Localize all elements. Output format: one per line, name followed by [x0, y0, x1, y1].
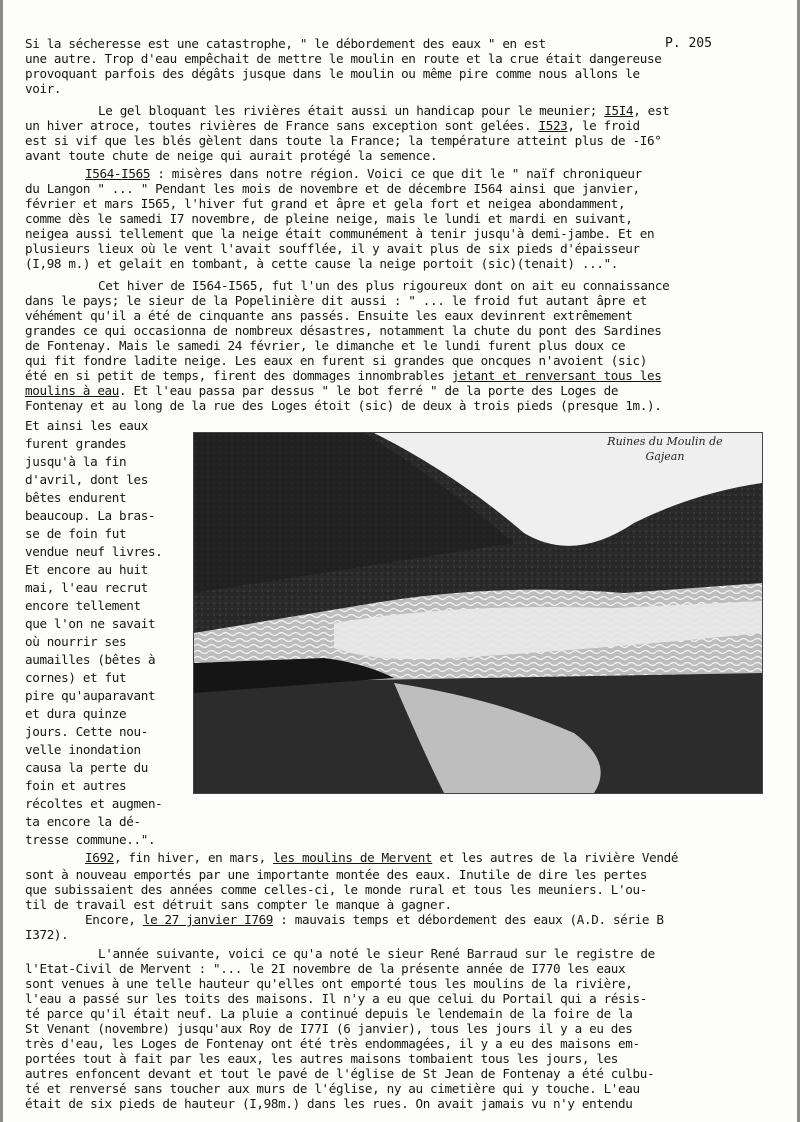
text-line	[25, 867, 647, 882]
text-line	[25, 1051, 618, 1066]
text-span: était de six pieds de hauteur (I,98m.) dans les rues. On avait jamais vu n'y entendu	[25, 1096, 633, 1111]
text-span: , le froid	[567, 118, 640, 133]
text-line	[25, 652, 155, 667]
text-span: I372).	[25, 927, 69, 942]
text-line	[25, 706, 126, 721]
text-span: plusieurs lieux où le vent l'avait soufflée, il y avait plus de six pieds d'épaisseur	[25, 241, 640, 256]
text-span: que subissaient des années comme celles-ci, le monde rural et tous les meuniers. L'ou-	[25, 882, 647, 897]
text-line	[25, 1096, 633, 1111]
text-line	[25, 133, 661, 148]
underlined-phrase: I692	[85, 850, 114, 865]
text-span: Et encore au huit	[25, 562, 148, 577]
text-span: février et mars I565, l'hiver fut grand et âpre et gela fort et neigea abondamment,	[25, 196, 626, 211]
text-line	[25, 526, 126, 541]
text-line	[25, 148, 437, 163]
text-line	[25, 81, 61, 96]
text-line	[25, 418, 148, 433]
text-span: où nourrir ses	[25, 634, 127, 649]
text-line	[25, 670, 126, 685]
text-span: til de travail est détruit sans compter le manque à gagner.	[25, 897, 452, 912]
text-span: , est	[633, 103, 670, 118]
text-span: et les autres de la rivière Vendé	[432, 850, 679, 865]
text-span: de Fontenay. Mais le samedi 24 février, le dimanche et le lundi furent plus doux ce	[25, 338, 626, 353]
text-line	[25, 66, 640, 81]
text-span: provoquant parfois des dégâts jusque dans le moulin ou même pire comme nous allons le	[25, 66, 640, 81]
underlined-phrase: jetant et renversant tous les	[451, 368, 662, 383]
text-span: : misères dans notre région. Voici ce que dit le " naïf chroniqueur	[150, 166, 642, 181]
text-line	[25, 211, 633, 226]
text-span: Cet hiver de I564-I565, fut l'un des plus rigoureux dont on ait eu connaissance	[98, 278, 670, 293]
underlined-phrase: I564-I565	[85, 166, 151, 181]
text-span: causa la perte du	[25, 760, 148, 775]
text-span: un hiver atroce, toutes rivières de France sans exception sont gelées.	[25, 118, 539, 133]
text-line	[25, 688, 155, 703]
underlined-phrase: les moulins de Mervent	[273, 850, 433, 865]
text-span: furent grandes	[25, 436, 127, 451]
text-line	[25, 36, 546, 51]
text-span: portées tout à fait par les eaux, les autres maisons tombaient tous les jours, les	[25, 1051, 619, 1066]
text-line	[25, 742, 141, 757]
text-span: (I,98 m.) et gelait en tombant, à cette cause la neige portoit (sic)(tenait) ...".	[25, 256, 619, 271]
text-line	[98, 946, 655, 961]
text-span: , fin hiver, en mars,	[113, 850, 274, 865]
text-line	[85, 912, 664, 927]
text-span: vendue neuf livres.	[25, 544, 163, 559]
text-span: que l'on ne savait	[25, 616, 156, 631]
text-line	[25, 383, 618, 398]
text-span: Fontenay et au long de la rue des Loges étoit (sic) de deux à trois pieds (presque 1m.).	[25, 398, 662, 413]
underlined-phrase: I523	[538, 118, 568, 133]
text-span: L'année suivante, voici ce qu'a noté le sieur René Barraud sur le registre de	[98, 946, 655, 961]
text-line	[25, 814, 141, 829]
text-line	[25, 338, 625, 353]
text-line	[25, 472, 148, 487]
text-span: Encore,	[85, 912, 143, 927]
text-span: l'eau a passé sur les toits des maisons. Il n'y a eu que celui du Portail qui a résis-	[25, 991, 647, 1006]
text-line	[25, 353, 647, 368]
text-line	[25, 508, 155, 523]
text-line	[25, 1066, 654, 1081]
text-span: pire qu'auparavant	[25, 688, 156, 703]
text-span: l'Etat-Civil de Mervent : "... le 2I novembre de la présente année de I770 les eaux	[25, 961, 626, 976]
text-span: se de foin fut	[25, 526, 127, 541]
text-line	[25, 961, 625, 976]
text-span: Et ainsi les eaux	[25, 418, 148, 433]
underlined-phrase: le 27 janvier I769	[142, 912, 274, 927]
text-span: tresse commune..".	[25, 832, 156, 847]
text-line	[25, 832, 155, 847]
text-line	[25, 436, 126, 451]
scan-left-edge	[0, 0, 3, 1122]
text-line	[25, 51, 661, 66]
text-line	[85, 166, 642, 181]
text-span: Si la sécheresse est une catastrophe, " le débordement des eaux " en est	[25, 36, 546, 51]
text-span: sont à nouveau emportés par une importante montée des eaux. Inutile de dire les pertes	[25, 867, 647, 882]
text-line	[25, 454, 126, 469]
text-span: voir.	[25, 81, 62, 96]
text-span: St Venant (novembre) jusqu'aux Roy de I77I (6 janvier), tous les jours il y a eu des	[25, 1021, 633, 1036]
text-line	[25, 308, 633, 323]
text-line	[25, 118, 640, 133]
text-span: beaucoup. La bras-	[25, 508, 156, 523]
text-line	[25, 991, 647, 1006]
text-span: mai, l'eau recrut	[25, 580, 148, 595]
text-span: encore tellement	[25, 598, 141, 613]
text-line	[25, 616, 155, 631]
text-line	[25, 256, 618, 271]
text-span: . Et l'eau passa par dessus " le bot ferré " de la porte des Loges de	[119, 383, 619, 398]
text-line	[25, 293, 647, 308]
text-line	[25, 927, 68, 942]
text-span: cornes) et fut	[25, 670, 127, 685]
text-line	[25, 1081, 640, 1096]
text-line	[25, 976, 633, 991]
text-line	[25, 882, 647, 897]
text-span: Le gel bloquant les rivières était aussi un handicap pour le meunier;	[98, 103, 605, 118]
text-span: neigea aussi tellement que la neige était communément à tenir jusqu'à demi-jambe. Et en	[25, 226, 655, 241]
text-span: récoltes et augmen-	[25, 796, 163, 811]
text-line	[25, 796, 162, 811]
text-span: comme dès le samedi I7 novembre, de pleine neige, mais le lundi et mardi en suivant,	[25, 211, 633, 226]
text-span: sont venues à une telle hauteur qu'elles ont emporté tous les moulins de la rivière,	[25, 976, 633, 991]
text-line	[25, 778, 126, 793]
text-line	[25, 760, 148, 775]
text-line	[25, 398, 661, 413]
photo-caption	[585, 434, 745, 464]
text-line	[25, 634, 126, 649]
text-line	[25, 368, 661, 383]
text-span: avant toute chute de neige qui aurait protégé la semence.	[25, 148, 438, 163]
text-span: aumailles (bêtes à	[25, 652, 156, 667]
text-span: foin et autres	[25, 778, 127, 793]
text-span: té et renversé sans toucher aux murs de l'église, ny au cimetière qui y touche. L'eau	[25, 1081, 640, 1096]
text-span: du Langon " ... " Pendant les mois de novembre et de décembre I564 ainsi que janvier,	[25, 181, 640, 196]
text-line	[25, 897, 452, 912]
text-line	[25, 598, 141, 613]
text-line	[25, 241, 640, 256]
text-line	[25, 1021, 633, 1036]
text-span: est si vif que les blés gèlent dans toute la France; la température atteint plus de -I6°	[25, 133, 662, 148]
text-span: : mauvais temps et débordement des eaux (A.D. série B	[273, 912, 664, 927]
text-span: jusqu'à la fin	[25, 454, 127, 469]
page-number: P. 205	[665, 36, 712, 51]
text-line	[85, 850, 678, 865]
text-span: bêtes endurent	[25, 490, 127, 505]
text-span: d'avril, dont les	[25, 472, 148, 487]
ruins-photo	[193, 432, 763, 794]
text-span: véhément qu'il a été de cinquante ans passés. Ensuite les eaux devinrent extrêmement	[25, 308, 633, 323]
text-span: une autre. Trop d'eau empêchait de mettre le moulin en route et la crue était dangereuse	[25, 51, 662, 66]
text-span: été en si petit de temps, firent des dommages innombrables	[25, 368, 452, 383]
photo-caption-line1: Ruines du Moulin de	[607, 435, 723, 448]
ruins-photo-image	[194, 433, 762, 793]
text-line	[25, 544, 162, 559]
text-line	[25, 1036, 640, 1051]
underlined-phrase: moulins à eau	[25, 383, 120, 398]
text-line	[98, 103, 669, 118]
text-line	[25, 196, 625, 211]
photo-caption-line2: Gajean	[645, 450, 685, 463]
text-span: autres enfoncent devant et tout le pavé de l'église de St Jean de Fontenay a été culbu-	[25, 1066, 655, 1081]
text-line	[25, 490, 126, 505]
text-span: dans le pays; le sieur de la Popelinière dit aussi : " ... le froid fut autant âpre et	[25, 293, 647, 308]
text-line	[25, 562, 148, 577]
text-span: très d'eau, les Loges de Fontenay ont été très endommagées, il y a eu des maisons em-	[25, 1036, 640, 1051]
text-line	[25, 580, 148, 595]
text-span: velle inondation	[25, 742, 141, 757]
text-line	[25, 1006, 633, 1021]
text-span: qui fit fondre ladite neige. Les eaux en furent si grandes que oncques n'avoient (sic)	[25, 353, 647, 368]
text-span: et dura quinze	[25, 706, 127, 721]
text-span: grandes ce qui occasionna de nombreux désastres, notamment la chute du pont des Sardines	[25, 323, 662, 338]
text-span: té parce qu'il était neuf. La pluie a continué depuis le lendemain de la foire de la	[25, 1006, 633, 1021]
underlined-phrase: I5I4	[604, 103, 634, 118]
text-line	[98, 278, 669, 293]
text-line	[25, 323, 661, 338]
text-line	[25, 181, 640, 196]
text-span: ta encore la dé-	[25, 814, 141, 829]
text-span: jours. Cette nou-	[25, 724, 148, 739]
text-line	[25, 724, 148, 739]
text-line	[25, 226, 654, 241]
